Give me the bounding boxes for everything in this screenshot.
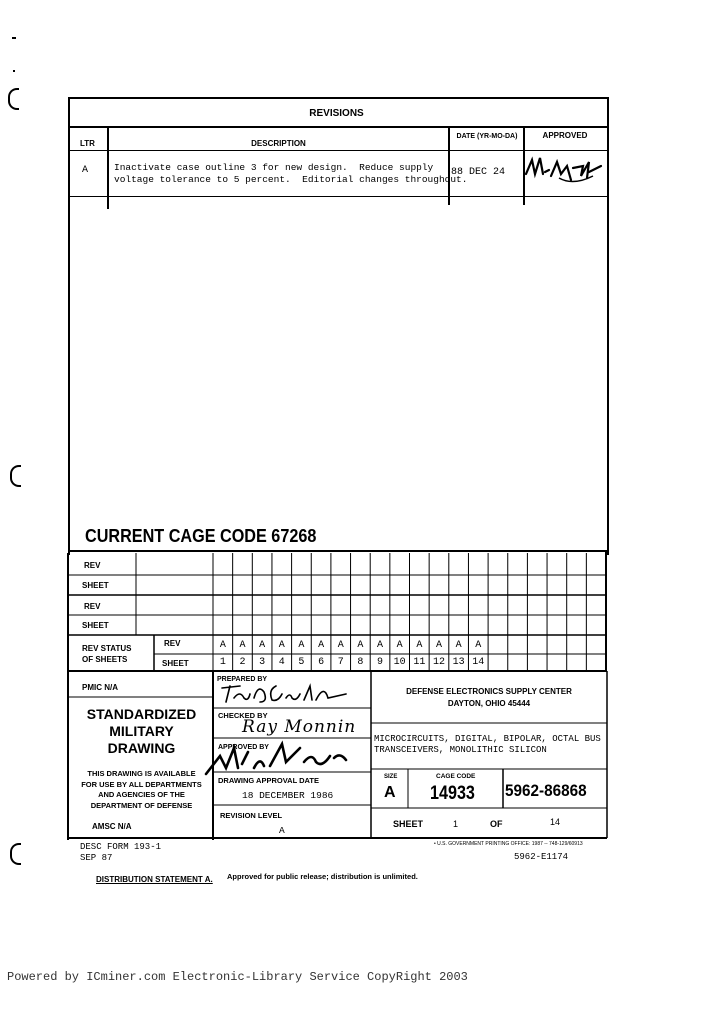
rev-status-sheet-cell: 13 — [452, 657, 465, 668]
status-rev-label: REV — [164, 639, 181, 648]
powered-by-notice: Powered by ICminer.com Electronic-Library Service CopyRight 2003 — [7, 970, 468, 984]
gpo-imprint: • U.S. GOVERNMENT PRINTING OFFICE: 1987 -- 748-129/60913 — [434, 841, 583, 847]
checked-name-signature: Ray Monnin — [242, 717, 357, 737]
amsc-label: AMSC N/A — [92, 822, 132, 831]
approved-signature — [204, 738, 354, 778]
avail-line1: THIS DRAWING IS AVAILABLE — [87, 769, 196, 778]
approved-by-label: APPROVED BY — [218, 744, 269, 751]
sheet-total: 14 — [550, 817, 561, 827]
grid-label-rev-2: REV — [84, 602, 101, 611]
drawing-title-line2: TRANSCEIVERS, MONOLITHIC SILICON — [374, 745, 547, 755]
revisions-title: REVISIONS — [309, 108, 364, 119]
cage-code-value: 14933 — [430, 783, 475, 804]
ltr-header: LTR — [80, 139, 95, 148]
rev-status-line1: REV STATUS — [82, 644, 132, 653]
description-header: DESCRIPTION — [251, 139, 306, 148]
approved-header: APPROVED — [542, 131, 588, 140]
rev-status-sheet-cell: 3 — [259, 657, 266, 668]
grid-label-rev-1: REV — [84, 561, 101, 570]
rev-status-sheet-cell: 14 — [472, 657, 485, 668]
rev-status-line2: OF SHEETS — [82, 655, 128, 664]
rev-status-rev-cell: A — [239, 640, 246, 651]
availability-note — [70, 769, 213, 811]
grid-label-sheet-1: SHEET — [82, 581, 109, 590]
sheet-number: 1 — [453, 819, 459, 829]
pmic-label: PMIC N/A — [82, 683, 118, 692]
form-date: SEP 87 — [80, 853, 113, 863]
prepared-by-label: PREPARED BY — [217, 676, 268, 683]
rev-description-line1: Inactivate case outline 3 for new design. Reduce supply — [114, 162, 434, 173]
avail-line3: AND AGENCIES OF THE — [98, 790, 185, 799]
date-header: DATE (YR-MO-DA) — [456, 133, 518, 140]
grid-label-sheet-2: SHEET — [82, 621, 109, 630]
rev-status-rev-cell: A — [455, 640, 462, 651]
dscc-address: DAYTON, OHIO 45444 — [447, 699, 531, 708]
status-sheet-label: SHEET — [162, 659, 189, 668]
std-line2: MILITARY — [109, 723, 174, 739]
approval-date-label: DRAWING APPROVAL DATE — [218, 776, 319, 785]
rev-status-sheet-cell: 9 — [377, 657, 384, 668]
prepared-signature — [220, 680, 360, 706]
rev-status-rev-cell: A — [357, 640, 364, 651]
dscc-name: DEFENSE ELECTRONICS SUPPLY CENTER — [406, 687, 572, 696]
rev-status-rev-cell: A — [318, 640, 325, 651]
distribution-label: DISTRIBUTION STATEMENT A. — [96, 875, 213, 884]
std-line1: STANDARDIZED — [86, 706, 197, 722]
rev-status-rev-cell: A — [278, 640, 285, 651]
cage-code-label: CAGE CODE — [436, 773, 476, 780]
rev-status-rev-cell: A — [298, 640, 305, 651]
rev-description-line2: voltage tolerance to 5 percent. Editorial changes throughout. — [114, 174, 468, 185]
drawing-title-line1: MICROCIRCUITS, DIGITAL, BIPOLAR, OCTAL BUS — [374, 734, 601, 744]
checked-by-label: CHECKED BY — [218, 711, 268, 720]
revision-level-label: REVISION LEVEL — [220, 811, 283, 820]
rev-status-rev-cell: A — [377, 640, 384, 651]
of-label: OF — [490, 819, 503, 829]
current-cage-banner: CURRENT CAGE CODE 67268 — [85, 526, 317, 546]
rev-status-sheet-cell: 12 — [432, 657, 445, 668]
size-label: SIZE — [384, 774, 398, 780]
rev-ltr-cell: A — [82, 165, 89, 176]
rev-status-rev-cell: A — [475, 640, 482, 651]
document-code: 5962-E1174 — [514, 852, 569, 862]
rev-status-sheet-cell: 5 — [298, 657, 305, 668]
revision-level-value: A — [279, 825, 285, 836]
form-number: DESC FORM 193-1 — [80, 842, 162, 852]
rev-status-sheet-cell: 4 — [278, 657, 285, 668]
rev-status-rev-cell: A — [416, 640, 423, 651]
avail-line2: FOR USE BY ALL DEPARTMENTS — [81, 779, 202, 789]
drawing-number: 5962-86868 — [505, 781, 587, 800]
rev-status-rev-cell: A — [337, 640, 344, 651]
size-value: A — [384, 784, 396, 801]
rev-date-cell: 88 DEC 24 — [451, 167, 506, 178]
rev-status-sheet-cell: 8 — [357, 657, 364, 668]
std-drawing-title — [70, 706, 213, 757]
rev-status-sheet-cell: 1 — [219, 657, 226, 668]
rev-status-sheet-cell: 11 — [413, 657, 426, 668]
avail-line4: DEPARTMENT OF DEFENSE — [90, 800, 193, 810]
rev-status-rev-cell: A — [219, 640, 226, 651]
distribution-text: Approved for public release; distribution is unlimited. — [227, 872, 418, 881]
approval-date-value: 18 DECEMBER 1986 — [242, 790, 334, 801]
rev-status-sheet-cell: 2 — [239, 657, 246, 668]
rev-status-rev-cell: A — [259, 640, 266, 651]
rev-status-sheet-cell: 10 — [393, 657, 406, 668]
rev-status-rev-cell: A — [396, 640, 403, 651]
rev-status-rev-cell: A — [435, 640, 442, 651]
std-line3: DRAWING — [107, 740, 176, 756]
rev-status-sheet-cell: 7 — [337, 657, 344, 668]
sheet-label: SHEET — [393, 819, 424, 829]
rev-status-sheet-cell: 6 — [318, 657, 325, 668]
